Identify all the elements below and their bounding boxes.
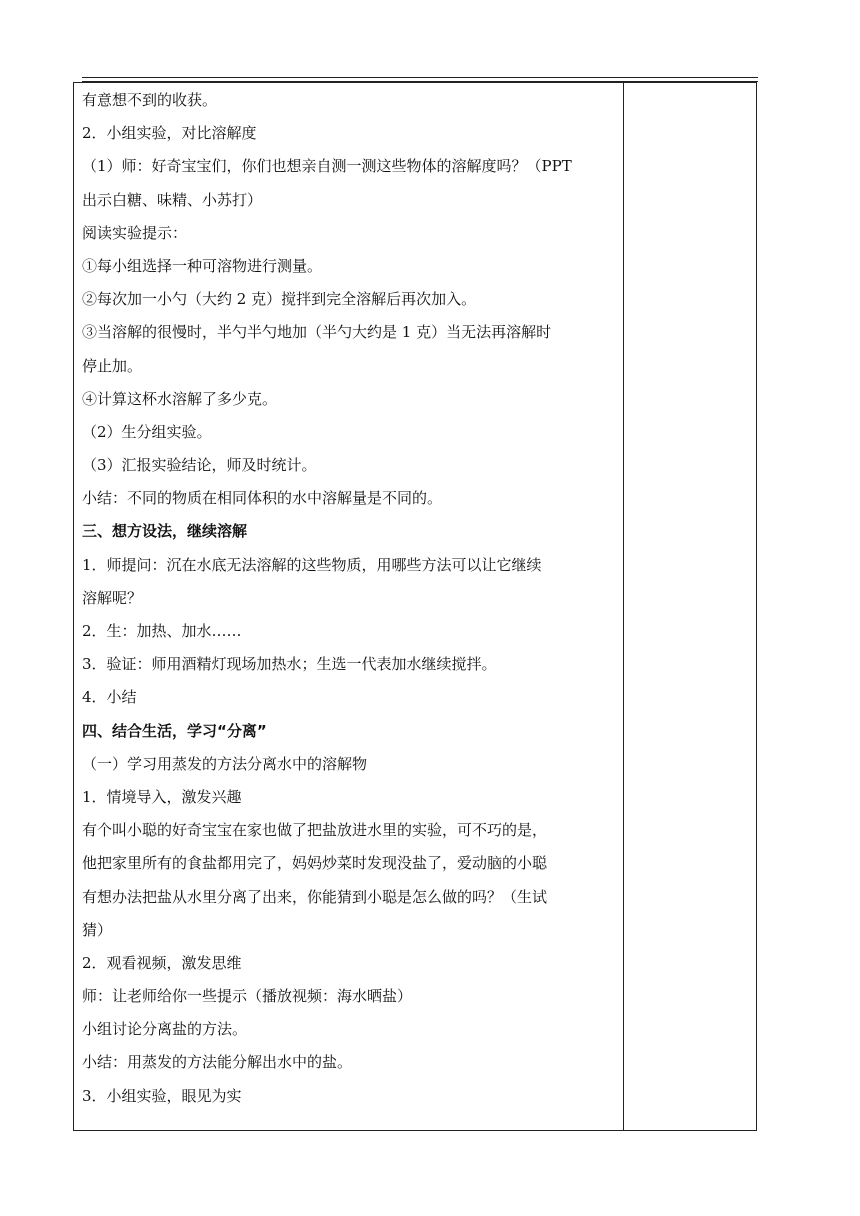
text-line: 溶解呢？: [82, 588, 143, 607]
notes-cell: [624, 83, 756, 1130]
section-item: 3．小组实验，眼见为实: [82, 1086, 242, 1105]
text-line: 出示白糖、味精、小苏打）: [82, 190, 263, 209]
summary-line: 小结：用蒸发的方法能分解出水中的盐。: [82, 1053, 353, 1072]
section-item: 1．师提问：沉在水底无法溶解的这些物质，用哪些方法可以让它继续: [82, 555, 542, 574]
text-line: （2）生分组实验。: [82, 422, 212, 441]
subsection-heading: （一）学习用蒸发的方法分离水中的溶解物: [82, 754, 368, 773]
text-line: 他把家里所有的食盐都用完了，妈妈炒菜时发现没盐了，爱动脑的小聪: [82, 854, 548, 873]
text-line: 有意想不到的收获。: [82, 91, 218, 109]
text-line: 阅读实验提示：: [82, 223, 188, 242]
text-line: 猜）: [82, 920, 113, 939]
section-item: 4．小结: [82, 688, 137, 707]
section-heading: 三、想方设法，继续溶解: [82, 522, 248, 541]
text-line: 师：让老师给你一些提示（播放视频：海水晒盐）: [82, 987, 413, 1006]
experiment-tip: ①每小组选择一种可溶物进行测量。: [82, 256, 323, 275]
section-item: 2．小组实验，对比溶解度: [82, 124, 257, 143]
text-line: 有想办法把盐从水里分离了出来，你能猜到小聪是怎么做的吗？（生试: [82, 887, 548, 906]
text-line: 停止加。: [82, 356, 143, 375]
section-item: 2．生：加热、加水……: [82, 622, 242, 640]
text-line: （3）汇报实验结论，师及时统计。: [82, 456, 317, 475]
experiment-tip: ③当溶解的很慢时，半勺半勺地加（半勺大约是 1 克）当无法再溶解时: [82, 323, 552, 342]
experiment-tip: ④计算这杯水溶解了多少克。: [82, 389, 278, 408]
experiment-tip: ②每次加一小勺（大约 2 克）搅拌到完全溶解后再次加入。: [82, 290, 477, 309]
section-item: 3．验证：师用酒精灯现场加热水；生选一代表加水继续搅拌。: [82, 655, 497, 674]
text-line: 小组讨论分离盐的方法。: [82, 1020, 248, 1039]
text-line: （1）师：好奇宝宝们，你们也想亲自测一测这些物体的溶解度吗？（PPT: [82, 157, 572, 176]
lesson-content-cell: [82, 84, 616, 1113]
section-item: 2．观看视频，激发思维: [82, 953, 242, 972]
summary-line: 小结：不同的物质在相同体积的水中溶解量是不同的。: [82, 489, 443, 508]
section-heading: 四、结合生活，学习“分离”: [82, 721, 267, 740]
header-rule-top: [82, 77, 758, 78]
text-line: 有个叫小聪的好奇宝宝在家也做了把盐放进水里的实验，可不巧的是，: [82, 821, 548, 840]
section-item: 1．情境导入，激发兴趣: [82, 787, 242, 806]
